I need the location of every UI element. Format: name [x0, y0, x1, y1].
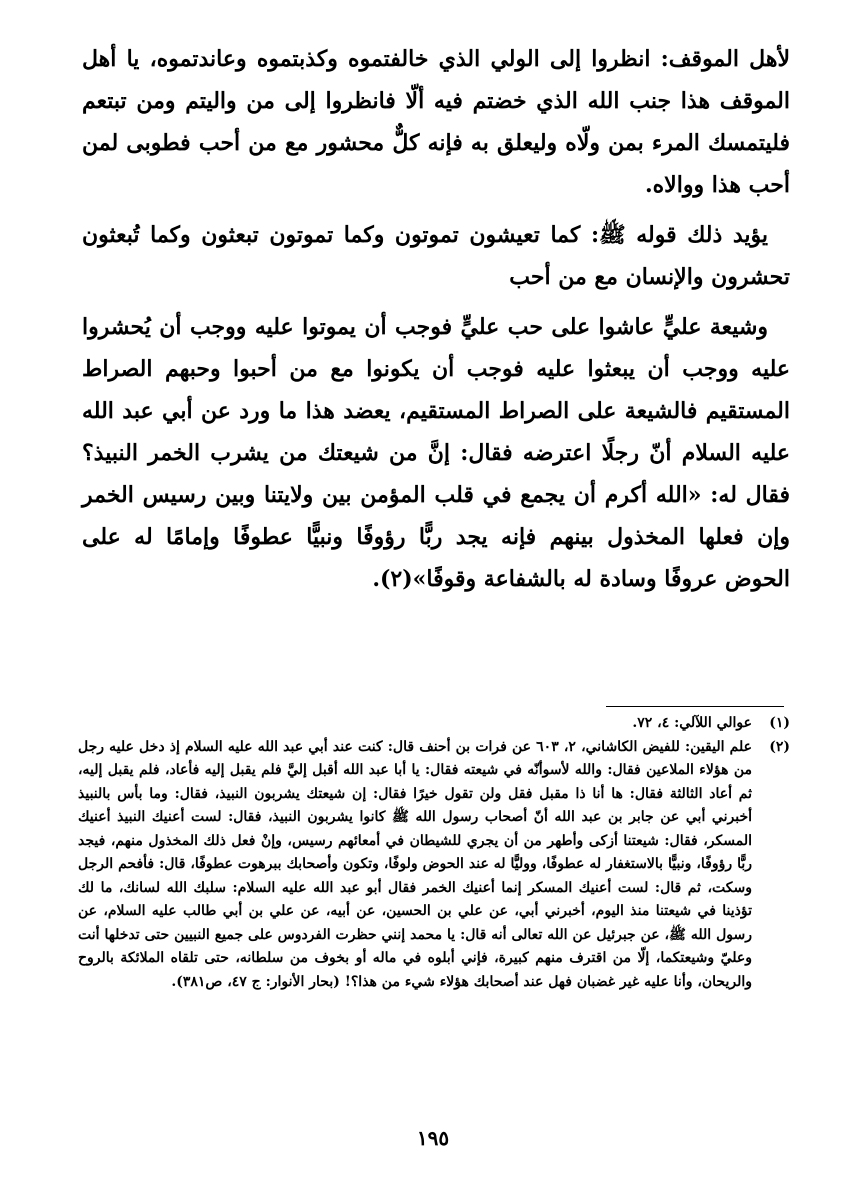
main-body-text [82, 38, 790, 608]
footnote-1-text: عوالي اللآلي: ٤، ٧٢. [632, 715, 752, 731]
footnote-2-text: علم اليقين: للفيض الكاشاني، ٢، ٦٠٣ عن فرات بن أحنف قال: كنت عند أبي عبد الله عليه السلام إذ دخل عليه رجل من هؤلاء الملاعين فقال: والله لأسوأنّه في شيعته فقال: يا أبا عبد الله أقبل إليَّ فلم يقبل إليه فأعاد، فلم يقبل إليه، ثم أعاد الثالثة فقال: ها أنا ذا مقبل فقل ولن تقول خيرًا فقال: إن شيعتك يشربون النبيذ، فقال: وما بأس بالنبيذ أخبرني أبي عن جابر بن عبد الله أنّ أصحاب رسول الله ﷺ كانوا يشربون النبيذ، فقال: لست أعنيك النبيذ أعنيك المسكر، فقال: شيعتنا أزكى وأطهر من أن يجري للشيطان في أمعائهم رسيس، وإنْ فعل ذلك المخذول منهم، فيجد ربًّا رؤوفًا، ونبيًّا بالاستغفار له عطوفًا، ووليًّا له عند الحوض ولوفًا، وتكون وأصحابك ببرهوت عطوفًا، قال: فأفحم الرجل وسكت، ثم قال: لست أعنيك المسكر إنما أعنيك الخمر فقال أبو عبد الله عليه السلام: سلبك الله لسانك، ما لك تؤذينا في شيعتنا منذ اليوم، أخبرني أبي، عن علي بن الحسين، عن أبيه، عن علي بن أبي طالب عليه السلام، عن رسول الله ﷺ، عن جبرئيل عن الله تعالى أنه قال: يا محمد إنني حظرت الفردوس على جميع النبيين حتى تدخلها أنت وعليّ وشيعتكما، إلّا من اقترف منهم كبيرة، فإني أبلوه في ماله أو بخوف من سلطانه، حتى تلقاه الملائكة بالروح والريحان، وأنا عليه غير غضبان فهل عند أصحابك هؤلاء شيء من هذا؟! (بحار الأنوار: ج ٤٧، ص٣٨١). [78, 738, 752, 990]
footnote-2-marker: (٢) [769, 738, 790, 755]
body-paragraph-2: يؤيد ذلك قوله ﷺ: كما تعيشون تموتون وكما تموتون تبعثون وكما تُبعثون تحشرون والإنسان مع من أحب [82, 222, 790, 290]
footnote-1-marker: (١) [769, 715, 790, 731]
footnotes-section [78, 712, 790, 994]
footnote-2 [78, 736, 790, 995]
footnote-separator-line [606, 706, 784, 707]
body-paragraph-1: لأهل الموقف: انظروا إلى الولي الذي خالفتموه وكذبتموه وعاندتموه، يا أهل الموقف هذا جنب الله الذي خضتم فيه ألّا فانظروا إلى من واليتم ومن تبتعم فليتمسك المرء بمن ولّاه وليعلق به فإنه كلٌّ محشور مع من أحب فطوبى لمن أحب هذا ووالاه. [82, 46, 790, 198]
body-paragraph-3: وشيعة عليٍّ عاشوا على حب عليٍّ فوجب أن يموتوا عليه ووجب أن يُحشروا عليه ووجب أن يبعثوا عليه فوجب أن يكونوا مع من أحبوا وحبهم الصراط المستقيم فالشيعة على الصراط المستقيم، يعضد هذا ما ورد عن أبي عبد الله عليه السلام أنّ رجلًا اعترضه فقال: إنَّ من شيعتك من يشرب الخمر النبيذ؟ فقال له: «الله أكرم أن يجمع في قلب المؤمن بين ولايتنا وبين رسيس الخمر وإن فعلها المخذول بينهم فإنه يجد ربًّا رؤوفًا ونبيًّا عطوفًا وإمامًا له على الحوض عروفًا وسادة له بالشفاعة وقوفًا»(٢). [82, 314, 790, 592]
footnote-1 [78, 712, 790, 736]
page-number: ١٩٥ [416, 1126, 450, 1150]
